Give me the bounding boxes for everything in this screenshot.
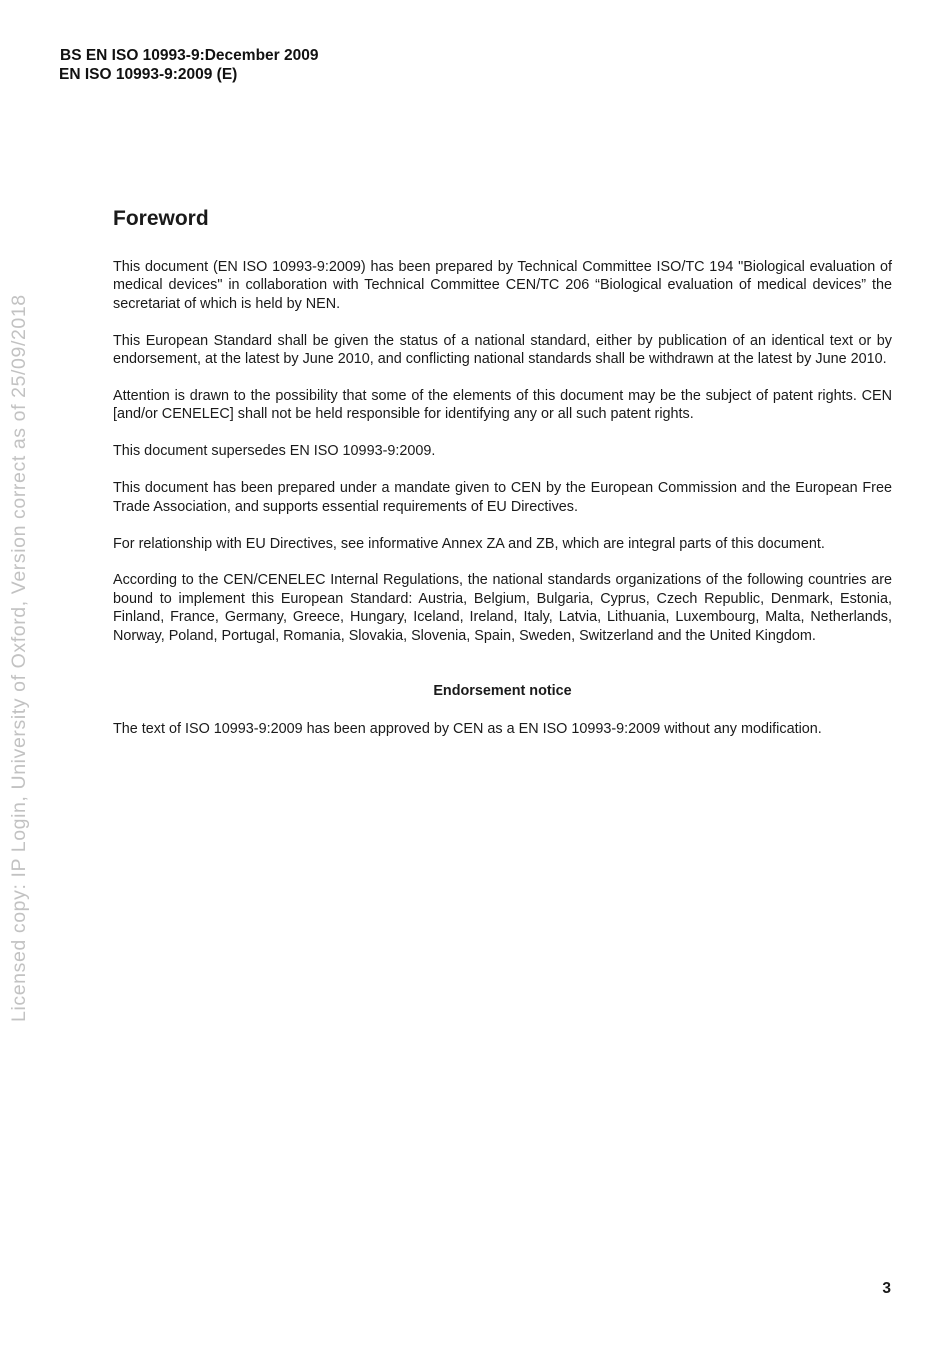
paragraph: This document supersedes EN ISO 10993-9:2009. bbox=[113, 443, 436, 460]
paragraph: This document (EN ISO 10993-9:2009) has been prepared by Technical Committee ISO/TC 194 "Biological evaluation of medical devices" in collaboration with Technical Committee CEN/TC 206 “Biological evaluation of medical devices” the secretariat of which is held by NEN. bbox=[113, 259, 892, 312]
endorsement-heading: Endorsement notice bbox=[433, 683, 572, 700]
paragraph: This European Standard shall be given the status of a national standard, either by publication of an identical text or by endorsement, at the latest by June 2010, and conflicting national standards shall be withdrawn at the latest by June 2010. bbox=[113, 332, 892, 368]
endorsement-text: The text of ISO 10993-9:2009 has been approved by CEN as a EN ISO 10993-9:2009 without any modification. bbox=[113, 720, 822, 737]
page-title: Foreword bbox=[113, 207, 209, 230]
license-watermark: Licensed copy: IP Login, University of Oxford, Version correct as of 25/09/2018 bbox=[8, 294, 30, 1022]
main-content bbox=[113, 206, 892, 756]
document-header bbox=[60, 46, 318, 84]
paragraph: According to the CEN/CENELEC Internal Regulations, the national standards organizations of the following countries are bound to implement this European Standard: Austria, Belgium, Bulgaria, Cyprus, Czech Republic, Denmark, Estonia, Finland, France, Germany, Greece, Hungary, Iceland, Ireland, Italy, Latvia, Lithuania, Luxembourg, Malta, Netherlands, Norway, Poland, Portugal, Romania, Slovakia, Slovenia, Spain, Sweden, Switzerland and the United Kingdom. bbox=[113, 572, 892, 644]
paragraph: For relationship with EU Directives, see informative Annex ZA and ZB, which are integral parts of this document. bbox=[113, 535, 825, 552]
page-number: 3 bbox=[882, 1280, 891, 1297]
paragraph: This document has been prepared under a mandate given to CEN by the European Commission and the European Free Trade Association, and supports essential requirements of EU Directives. bbox=[113, 480, 892, 515]
standard-reference: EN ISO 10993-9:2009 (E) bbox=[59, 66, 238, 83]
standard-designation: BS EN ISO 10993-9:December 2009 bbox=[60, 47, 319, 64]
paragraph: Attention is drawn to the possibility that some of the elements of this document may be the subject of patent rights. CEN [and/or CENELEC] shall not be held responsible for identifying any or all such patent rights. bbox=[113, 388, 892, 423]
